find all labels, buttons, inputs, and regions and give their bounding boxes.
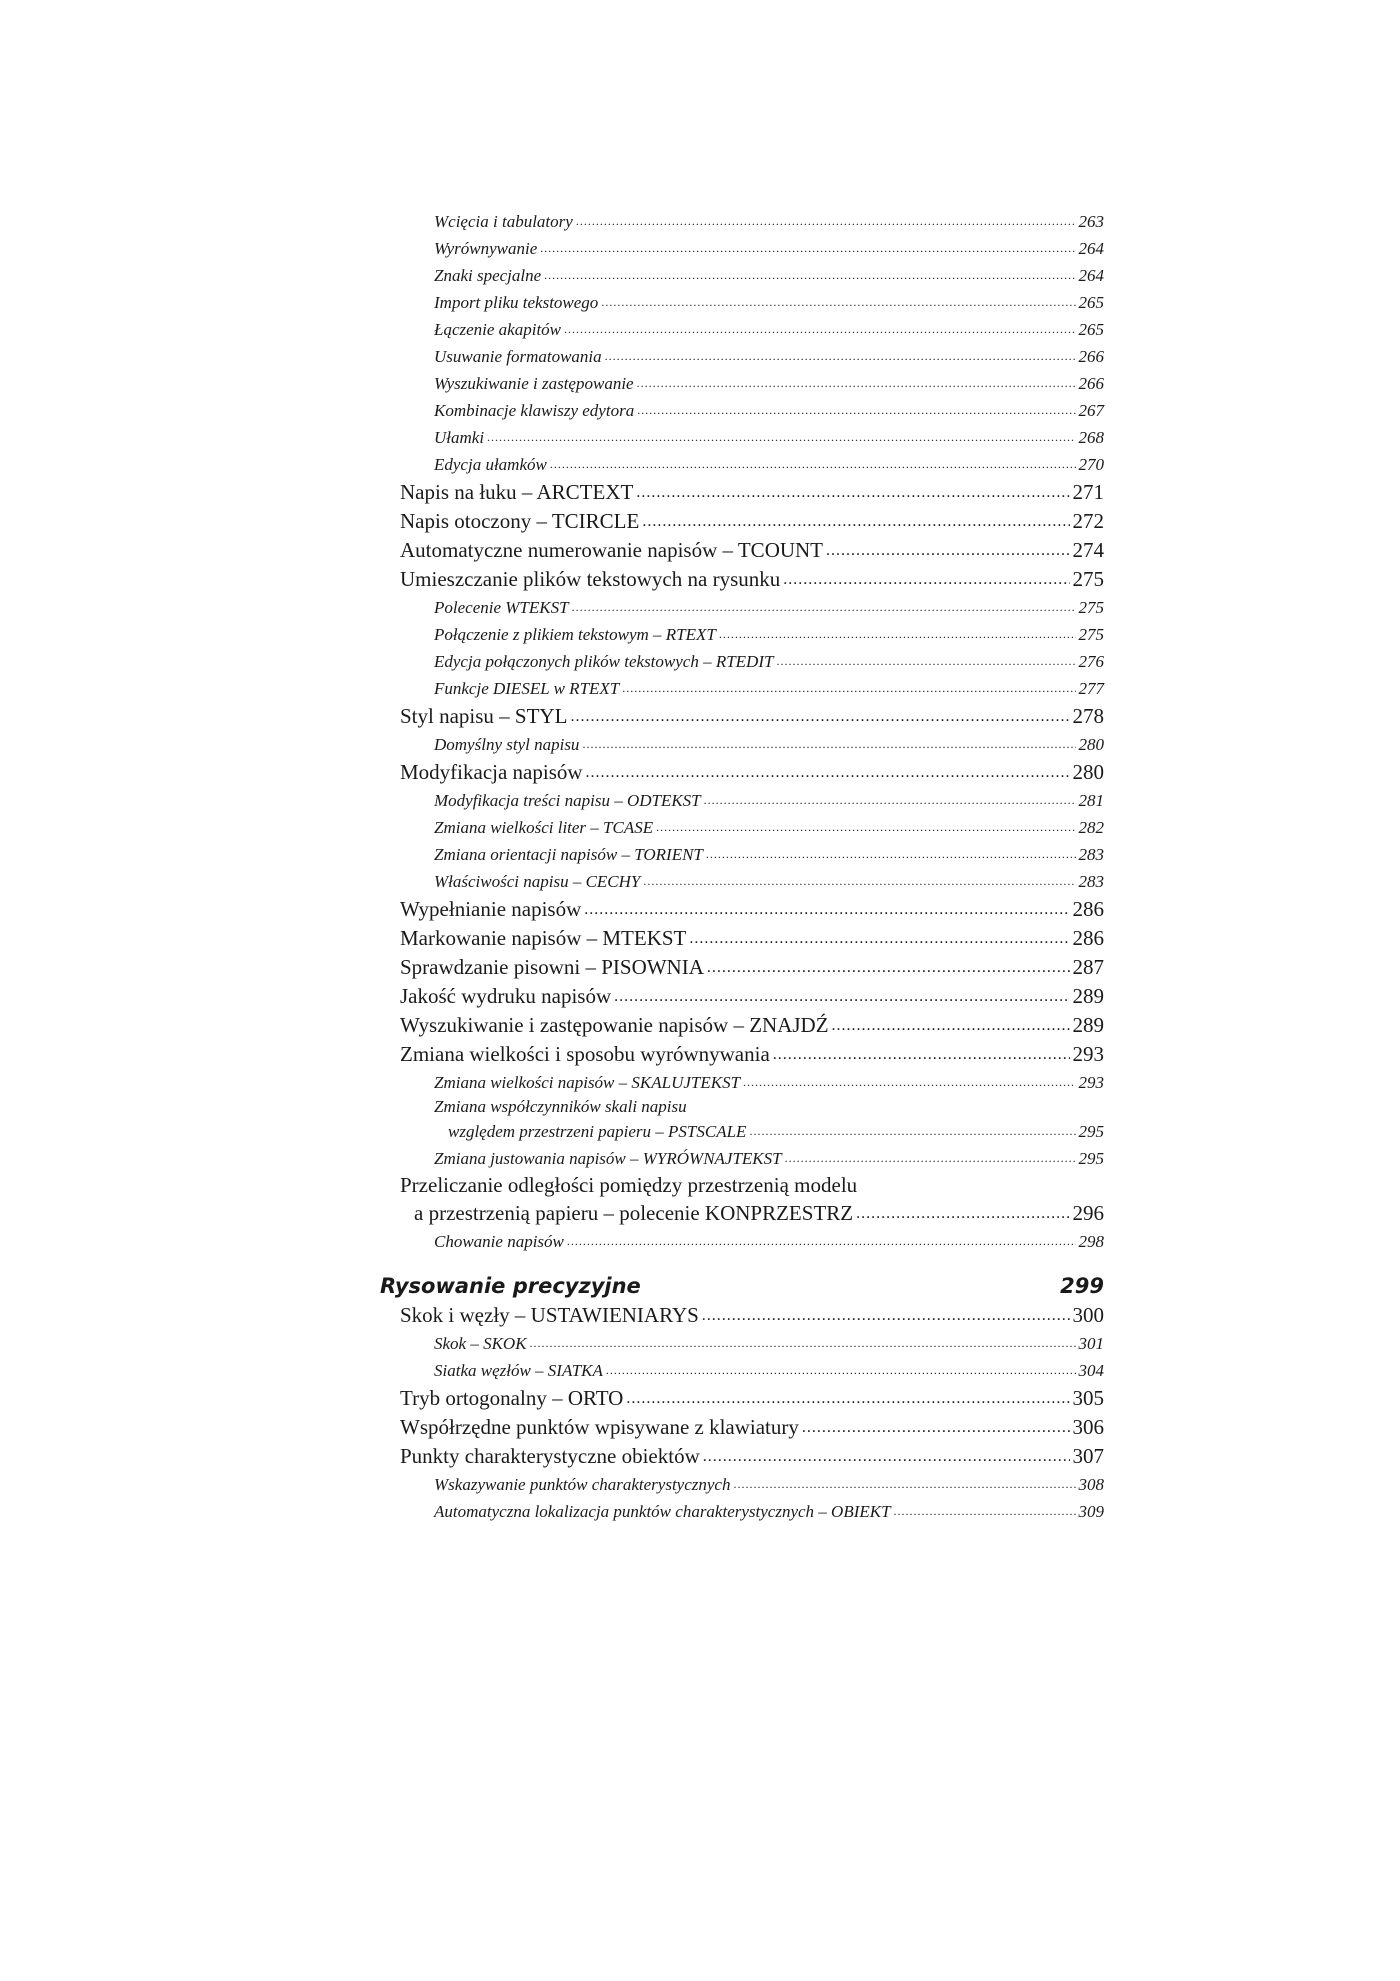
dot-leader: [540, 235, 1075, 262]
toc-page-number: 280: [1078, 735, 1104, 754]
toc-entry-title: Zmiana justowania napisów – WYRÓWNAJTEKST: [434, 1149, 782, 1168]
toc-entry-title: a przestrzenią papieru – polecenie KONPRZESTRZ: [414, 1201, 854, 1225]
dot-leader: [570, 702, 1069, 731]
toc-entry[interactable]: [380, 648, 1104, 675]
dot-leader: [601, 289, 1075, 316]
dot-leader: [703, 1442, 1070, 1471]
toc-page-number: 287: [1072, 955, 1104, 979]
toc-entry-title: Siatka węzłów – SIATKA: [434, 1361, 603, 1380]
toc-entry[interactable]: [380, 621, 1104, 648]
dot-leader: [584, 895, 1069, 924]
dot-leader: [606, 1357, 1076, 1384]
toc-entry[interactable]: [380, 565, 1104, 594]
toc-page-number: 277: [1078, 679, 1104, 698]
dot-leader: [894, 1498, 1076, 1525]
toc-page-number: 281: [1078, 791, 1104, 810]
chapter-heading[interactable]: [380, 1271, 1104, 1301]
toc-entry-title: Punkty charakterystyczne obiektów: [400, 1444, 700, 1468]
dot-leader: [643, 868, 1075, 895]
dot-leader: [550, 451, 1076, 478]
toc-entry-title: Automatyczne numerowanie napisów – TCOUNT: [400, 538, 824, 562]
dot-leader: [783, 565, 1069, 594]
toc-page-number: 283: [1078, 845, 1104, 864]
toc-page-number: 264: [1078, 266, 1104, 285]
toc-entry[interactable]: [380, 536, 1104, 565]
toc-page-number: 286: [1072, 897, 1104, 921]
toc-page-number: 274: [1072, 538, 1104, 562]
toc-page-number: 305: [1072, 1386, 1104, 1410]
toc-entry[interactable]: [380, 370, 1104, 397]
toc-entry-title: Chowanie napisów: [434, 1232, 564, 1251]
toc-entry[interactable]: [380, 478, 1104, 507]
toc-entry-title: Automatyczna lokalizacja punktów charakterystycznych – OBIEKT: [434, 1502, 891, 1521]
dot-leader: [856, 1199, 1069, 1228]
toc-entry-title: Modyfikacja napisów: [400, 760, 583, 784]
toc-entry[interactable]: [380, 208, 1104, 235]
dot-leader: [637, 397, 1075, 424]
table-of-contents: [380, 208, 1104, 1525]
toc-page-number: 296: [1072, 1201, 1104, 1225]
toc-page-number: 266: [1078, 347, 1104, 366]
toc-page-number: 295: [1078, 1122, 1104, 1141]
toc-entry[interactable]: [380, 675, 1104, 702]
dot-leader: [702, 1301, 1070, 1330]
dot-leader: [567, 1228, 1076, 1255]
toc-entry[interactable]: [380, 424, 1104, 451]
toc-entry-title: Łączenie akapitów: [434, 320, 562, 339]
toc-page-number: 272: [1072, 509, 1104, 533]
dot-leader: [622, 675, 1075, 702]
dot-leader: [733, 1471, 1075, 1498]
dot-leader: [773, 1040, 1070, 1069]
toc-entry[interactable]: [380, 1040, 1104, 1069]
chapter-title: Rysowanie precyzyjne: [380, 1274, 641, 1298]
toc-entry-title: względem przestrzeni papieru – PSTSCALE: [448, 1122, 747, 1141]
toc-entry-title: Wypełnianie napisów: [400, 897, 582, 921]
toc-entry-title: Ułamki: [434, 428, 485, 447]
toc-entry[interactable]: [380, 1330, 1104, 1357]
toc-entry-title: Połączenie z plikiem tekstowym – RTEXT: [434, 625, 716, 644]
dot-leader: [826, 536, 1069, 565]
toc-entry-title: Zmiana wielkości napisów – SKALUJTEKST: [434, 1073, 741, 1092]
toc-page-number: 263: [1078, 212, 1104, 231]
toc-entry-first-line[interactable]: Przeliczanie odległości pomiędzy przestrzenią modelu: [400, 1173, 858, 1197]
toc-page-number: 289: [1072, 984, 1104, 1008]
toc-entry[interactable]: [380, 343, 1104, 370]
dot-leader: [832, 1011, 1070, 1040]
toc-entry-title: Znaki specjalne: [434, 266, 542, 285]
toc-entry-title: Edycja połączonych plików tekstowych – RTEDIT: [434, 652, 774, 671]
dot-leader: [576, 208, 1076, 235]
dot-leader: [743, 1069, 1075, 1096]
toc-entry-title: Modyfikacja treści napisu – ODTEKST: [434, 791, 701, 810]
dot-leader: [719, 621, 1076, 648]
toc-page-number: 275: [1072, 567, 1104, 591]
toc-entry[interactable]: [380, 702, 1104, 731]
toc-entry-title: Napis otoczony – TCIRCLE: [400, 509, 640, 533]
toc-page-number: 266: [1078, 374, 1104, 393]
toc-page-number: 298: [1078, 1232, 1104, 1251]
toc-entry-title: Wcięcia i tabulatory: [434, 212, 573, 231]
toc-entry[interactable]: [380, 289, 1104, 316]
toc-entry[interactable]: [380, 953, 1104, 982]
dot-leader: [706, 841, 1076, 868]
toc-entry-title: Import pliku tekstowego: [434, 293, 599, 312]
toc-entry[interactable]: [380, 1442, 1104, 1471]
toc-entry[interactable]: [380, 1199, 1104, 1228]
dot-leader: [572, 594, 1076, 621]
toc-entry[interactable]: [380, 895, 1104, 924]
toc-page-number: 301: [1078, 1334, 1104, 1353]
toc-entry[interactable]: [380, 814, 1104, 841]
toc-entry-title: Edycja ułamków: [434, 455, 547, 474]
toc-page-number: 275: [1078, 625, 1104, 644]
toc-page-number: 282: [1078, 818, 1104, 837]
toc-page-number: 267: [1078, 401, 1104, 420]
toc-page-number: 306: [1072, 1415, 1104, 1439]
toc-page-number: 289: [1072, 1013, 1104, 1037]
toc-entry-title: Wyrównywanie: [434, 239, 538, 258]
dot-leader: [707, 953, 1070, 982]
dot-leader: [704, 787, 1076, 814]
toc-entry[interactable]: [380, 924, 1104, 953]
toc-page-number: 308: [1078, 1475, 1104, 1494]
toc-entry-title: Funkcje DIESEL w RTEXT: [434, 679, 620, 698]
toc-page-number: 286: [1072, 926, 1104, 950]
toc-entry[interactable]: [380, 594, 1104, 621]
toc-entry[interactable]: [380, 1357, 1104, 1384]
chapter-page-number: 299: [1060, 1274, 1104, 1298]
toc-entry[interactable]: [380, 1471, 1104, 1498]
toc-entry-title: Polecenie WTEKST: [434, 598, 569, 617]
toc-entry-title: Markowanie napisów – MTEKST: [400, 926, 687, 950]
toc-entry[interactable]: [380, 1228, 1104, 1255]
toc-page-number: 280: [1072, 760, 1104, 784]
dot-leader: [642, 507, 1069, 536]
dot-leader: [487, 424, 1075, 451]
toc-entry[interactable]: [380, 262, 1104, 289]
toc-page-number: 268: [1078, 428, 1104, 447]
dot-leader: [614, 982, 1069, 1011]
toc-entry-title: Napis na łuku – ARCTEXT: [400, 480, 634, 504]
toc-page-number: 304: [1078, 1361, 1104, 1380]
toc-entry-first-line[interactable]: Zmiana współczynników skali napisu: [434, 1097, 687, 1116]
toc-page-number: 271: [1072, 480, 1104, 504]
toc-page-number: 307: [1072, 1444, 1104, 1468]
toc-entry-title: Wyszukiwanie i zastępowanie: [434, 374, 634, 393]
toc-entry-title: Kombinacje klawiszy edytora: [434, 401, 635, 420]
toc-page-number: 265: [1078, 320, 1104, 339]
toc-entry[interactable]: [380, 787, 1104, 814]
dot-leader: [564, 316, 1075, 343]
toc-entry[interactable]: [380, 868, 1104, 895]
toc-entry[interactable]: [380, 1118, 1104, 1145]
toc-entry[interactable]: [380, 1301, 1104, 1330]
dot-leader: [586, 758, 1070, 787]
toc-entry-title: Właściwości napisu – CECHY: [434, 872, 641, 891]
toc-entry-title: Zmiana wielkości liter – TCASE: [434, 818, 654, 837]
toc-page-number: 293: [1078, 1073, 1104, 1092]
toc-entry-title: Wskazywanie punktów charakterystycznych: [434, 1475, 731, 1494]
toc-page-number: 300: [1072, 1303, 1104, 1327]
toc-page-number: 295: [1078, 1149, 1104, 1168]
toc-entry-title: Styl napisu – STYL: [400, 704, 568, 728]
toc-entry-title: Zmiana orientacji napisów – TORIENT: [434, 845, 703, 864]
dot-leader: [637, 370, 1076, 397]
toc-page-number: 270: [1078, 455, 1104, 474]
toc-entry[interactable]: [380, 731, 1104, 758]
toc-entry[interactable]: [380, 1384, 1104, 1413]
toc-entry[interactable]: [380, 451, 1104, 478]
dot-leader: [626, 1384, 1069, 1413]
toc-entry-title: Zmiana wielkości i sposobu wyrównywania: [400, 1042, 770, 1066]
dot-leader: [749, 1118, 1075, 1145]
toc-page-number: 265: [1078, 293, 1104, 312]
toc-entry-title: Usuwanie formatowania: [434, 347, 602, 366]
dot-leader: [802, 1413, 1070, 1442]
toc-entry-title: Skok i węzły – USTAWIENIARYS: [400, 1303, 699, 1327]
toc-page-number: 275: [1078, 598, 1104, 617]
dot-leader: [776, 648, 1075, 675]
toc-entry-title: Jakość wydruku napisów: [400, 984, 612, 1008]
dot-leader: [656, 814, 1075, 841]
toc-entry-title: Wyszukiwanie i zastępowanie napisów – ZNAJDŹ: [400, 1013, 829, 1037]
toc-entry[interactable]: [380, 235, 1104, 262]
toc-entry-title: Domyślny styl napisu: [434, 735, 580, 754]
toc-entry[interactable]: [380, 1069, 1104, 1096]
toc-page-number: 276: [1078, 652, 1104, 671]
toc-entry-title: Tryb ortogonalny – ORTO: [400, 1386, 624, 1410]
toc-page-number: 283: [1078, 872, 1104, 891]
toc-page-number: 293: [1072, 1042, 1104, 1066]
toc-entry[interactable]: [380, 982, 1104, 1011]
toc-entry[interactable]: [380, 397, 1104, 424]
toc-entry[interactable]: [380, 1145, 1104, 1172]
toc-entry[interactable]: [380, 1011, 1104, 1040]
toc-entry[interactable]: [380, 841, 1104, 868]
dot-leader: [582, 731, 1075, 758]
toc-entry[interactable]: [380, 758, 1104, 787]
toc-entry-title: Skok – SKOK: [434, 1334, 527, 1353]
dot-leader: [636, 478, 1069, 507]
toc-entry[interactable]: [380, 1413, 1104, 1442]
dot-leader: [605, 343, 1076, 370]
toc-entry-title: Umieszczanie plików tekstowych na rysunku: [400, 567, 781, 591]
toc-page-number: 309: [1078, 1502, 1104, 1521]
toc-entry[interactable]: [380, 1498, 1104, 1525]
toc-page-number: 264: [1078, 239, 1104, 258]
dot-leader: [530, 1330, 1076, 1357]
dot-leader: [689, 924, 1069, 953]
dot-leader: [785, 1145, 1076, 1172]
toc-entry-title: Sprawdzanie pisowni – PISOWNIA: [400, 955, 704, 979]
toc-entry[interactable]: [380, 316, 1104, 343]
toc-entry-title: Współrzędne punktów wpisywane z klawiatury: [400, 1415, 799, 1439]
dot-leader: [544, 262, 1075, 289]
toc-page-number: 278: [1072, 704, 1104, 728]
toc-entry[interactable]: [380, 507, 1104, 536]
